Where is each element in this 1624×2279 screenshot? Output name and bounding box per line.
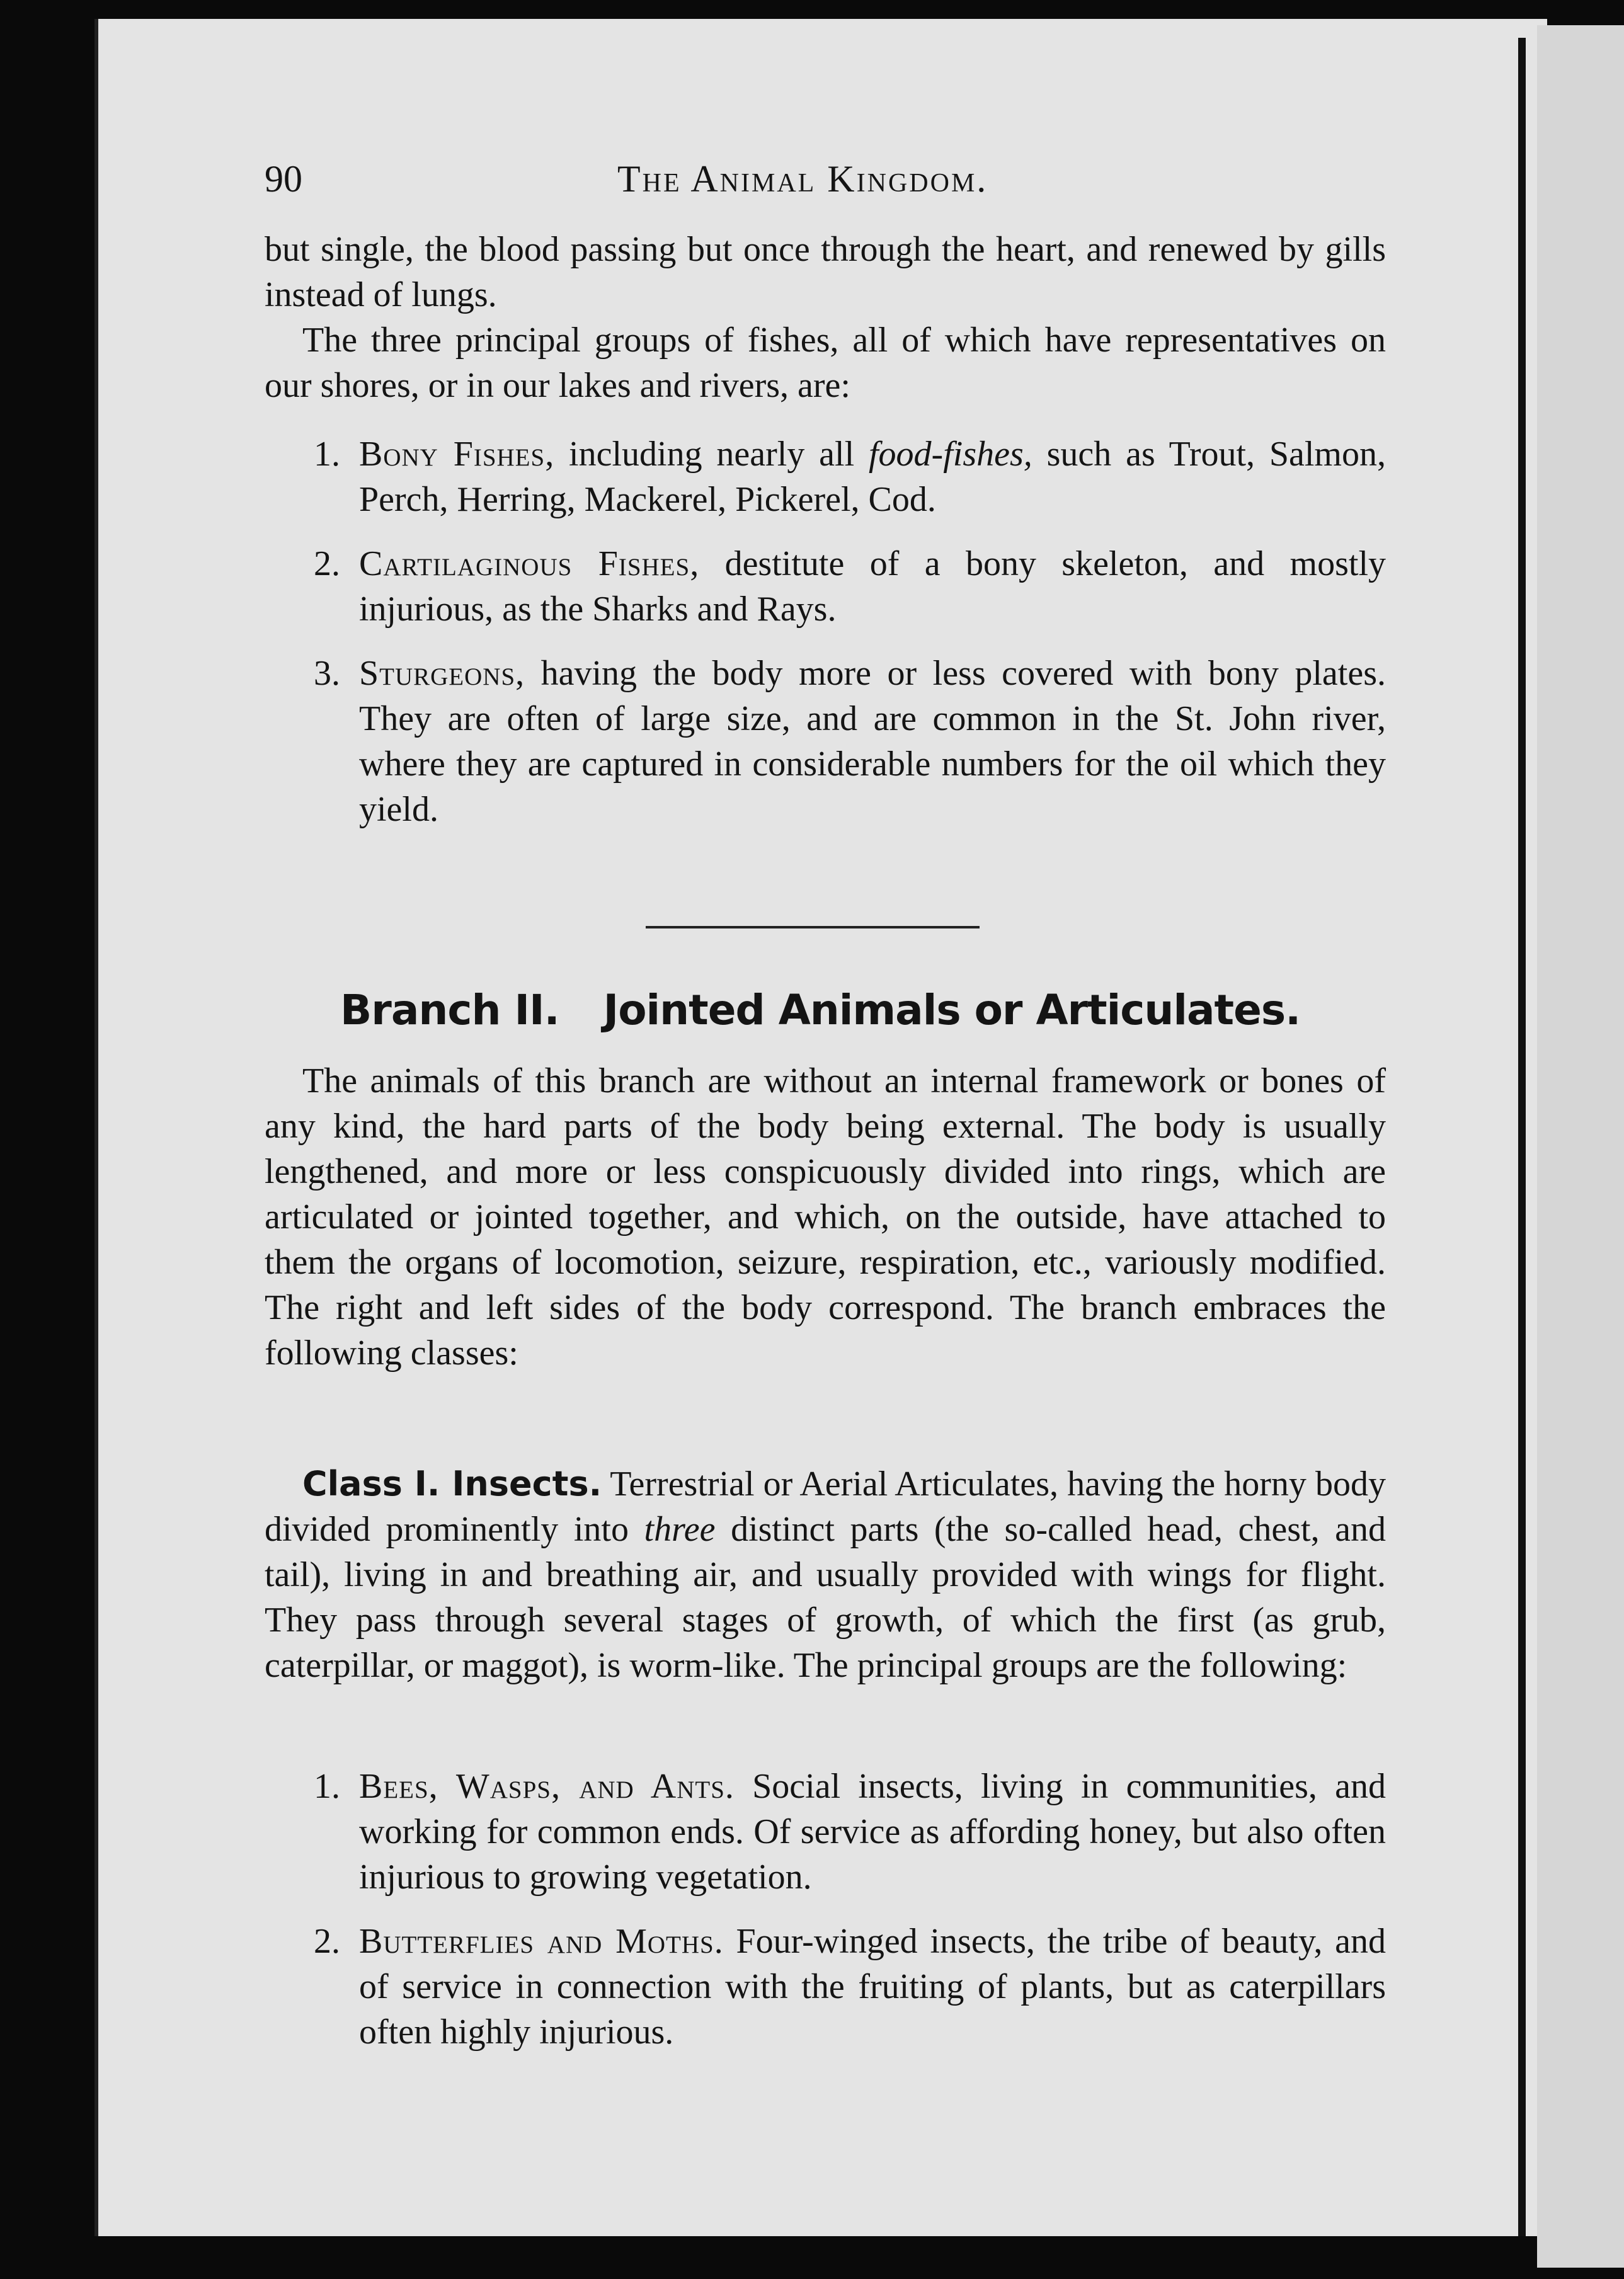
list-item bbox=[265, 541, 1386, 632]
list-number: 2. bbox=[314, 1922, 340, 1961]
list-number: 2. bbox=[314, 544, 340, 583]
branch-heading bbox=[340, 986, 1300, 1034]
list-text bbox=[359, 651, 1386, 832]
fish-groups-list bbox=[265, 431, 1386, 832]
list-text bbox=[359, 1919, 1386, 2055]
group-title: Butterflies and Moths. bbox=[359, 1922, 724, 1961]
list-number: 1. bbox=[314, 435, 340, 474]
page-number: 90 bbox=[265, 158, 302, 200]
emphasis: three bbox=[644, 1510, 716, 1549]
group-title: Cartilaginous Fishes, bbox=[359, 544, 700, 583]
intro-paragraph-1: but single, the blood passing but once through the heart, and renewed by gills instead of lungs. bbox=[265, 230, 1386, 314]
list-text-part: destitute of a bony skeleton, and mostly injurious, as the Sharks and Rays. bbox=[359, 544, 1387, 629]
list-text bbox=[359, 1764, 1386, 1900]
branch-label: Branch II. bbox=[340, 986, 559, 1034]
class-paragraph bbox=[265, 1461, 1386, 1688]
class-section bbox=[265, 1461, 1386, 1688]
list-text-part: including nearly all bbox=[554, 435, 869, 474]
list-text bbox=[359, 431, 1386, 522]
list-text bbox=[359, 541, 1386, 632]
intro-section bbox=[265, 227, 1386, 408]
list-number: 1. bbox=[314, 1767, 340, 1806]
branch-title: Jointed Animals or Articulates. bbox=[603, 986, 1301, 1034]
page-spine bbox=[1518, 38, 1526, 2236]
list-number: 3. bbox=[314, 654, 340, 693]
list-item bbox=[265, 651, 1386, 832]
list-text-part: Social insects, living in communities, and working for common ends. Of service as affording honey, but also often injurious to growing vegetation. bbox=[359, 1767, 1386, 1897]
group-title: Bony Fishes, bbox=[359, 435, 555, 474]
branch-section bbox=[265, 1058, 1386, 1376]
branch-paragraph: The animals of this branch are without an internal framework or bones of any kind, the hard parts of the body being external. The body is usually lengthened, and more or less conspicuously divided into rings, which are articulated or jointed together, and which, on the outside, have attached to them the organs of locomotion, seizure, respiration, etc., variously modified. The right and left sides of the body correspond. The branch embraces the following classes: bbox=[265, 1061, 1386, 1373]
class-text-part: Terrestrial or Aerial Articulates, having the horny body divided prominently into bbox=[265, 1465, 1386, 1549]
list-text-part: such as Trout, Salmon, Perch, Herring, Mackerel, Pickerel, Cod. bbox=[359, 435, 1386, 519]
insect-groups-list bbox=[265, 1764, 1386, 2055]
list-text-part: Four-winged insects, the tribe of beauty, and of service in connection with the fruiting of plants, but as caterpillars often highly injurious. bbox=[359, 1922, 1386, 2052]
emphasis: food-fishes, bbox=[869, 435, 1032, 474]
section-divider bbox=[646, 926, 980, 928]
list-text-part: having the body more or less covered with bony plates. They are often of large size, and are common in the St. John river, where they are captured in considerable numbers for the oil which they yield. bbox=[359, 654, 1386, 829]
group-title: Sturgeons, bbox=[359, 654, 525, 693]
list-item bbox=[265, 1764, 1386, 1900]
class-text-part: distinct parts (the so-called head, chest, and tail), living in and breathing air, and usually provided with wings for flight. They pass through several stages of growth, of which the first (as grub, caterpillar, or maggot), is worm-like. The principal groups are the following: bbox=[265, 1510, 1386, 1685]
list-item bbox=[265, 1919, 1386, 2055]
intro-paragraph-2: The three principal groups of fishes, all of which have representatives on our shores, or in our lakes and rivers, are: bbox=[265, 321, 1386, 405]
facing-page-edge bbox=[1537, 25, 1624, 2268]
list-item bbox=[265, 431, 1386, 522]
running-title: The Animal Kingdom. bbox=[617, 158, 988, 200]
class-heading: Class I. Insects. bbox=[302, 1464, 602, 1504]
group-title: Bees, Wasps, and Ants. bbox=[359, 1767, 735, 1806]
